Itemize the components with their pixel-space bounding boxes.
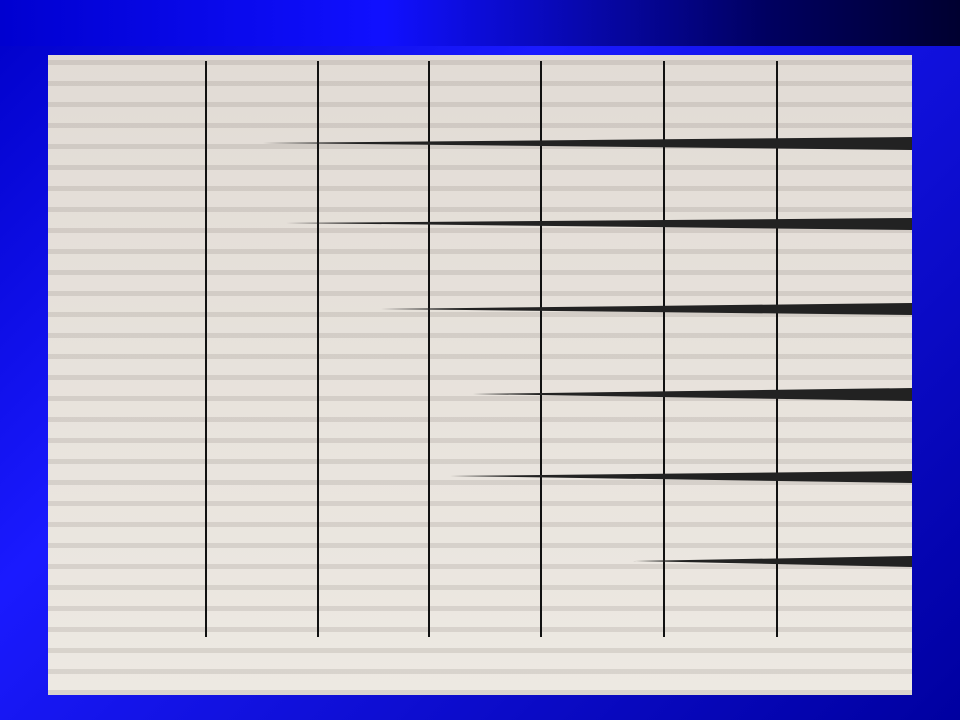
bar-egypt [286, 218, 912, 230]
region-bars [263, 137, 912, 567]
bar-indus [380, 303, 912, 315]
bar-mesopotamia [263, 137, 912, 150]
decorative-top-squares [0, 2, 960, 18]
bar-new-world [633, 556, 912, 567]
timeline-diagram [48, 55, 912, 695]
decorative-side-squares [2, 0, 18, 720]
bar-china [450, 471, 912, 483]
bar-mediterranean [473, 388, 912, 401]
figure-scan [48, 55, 912, 695]
